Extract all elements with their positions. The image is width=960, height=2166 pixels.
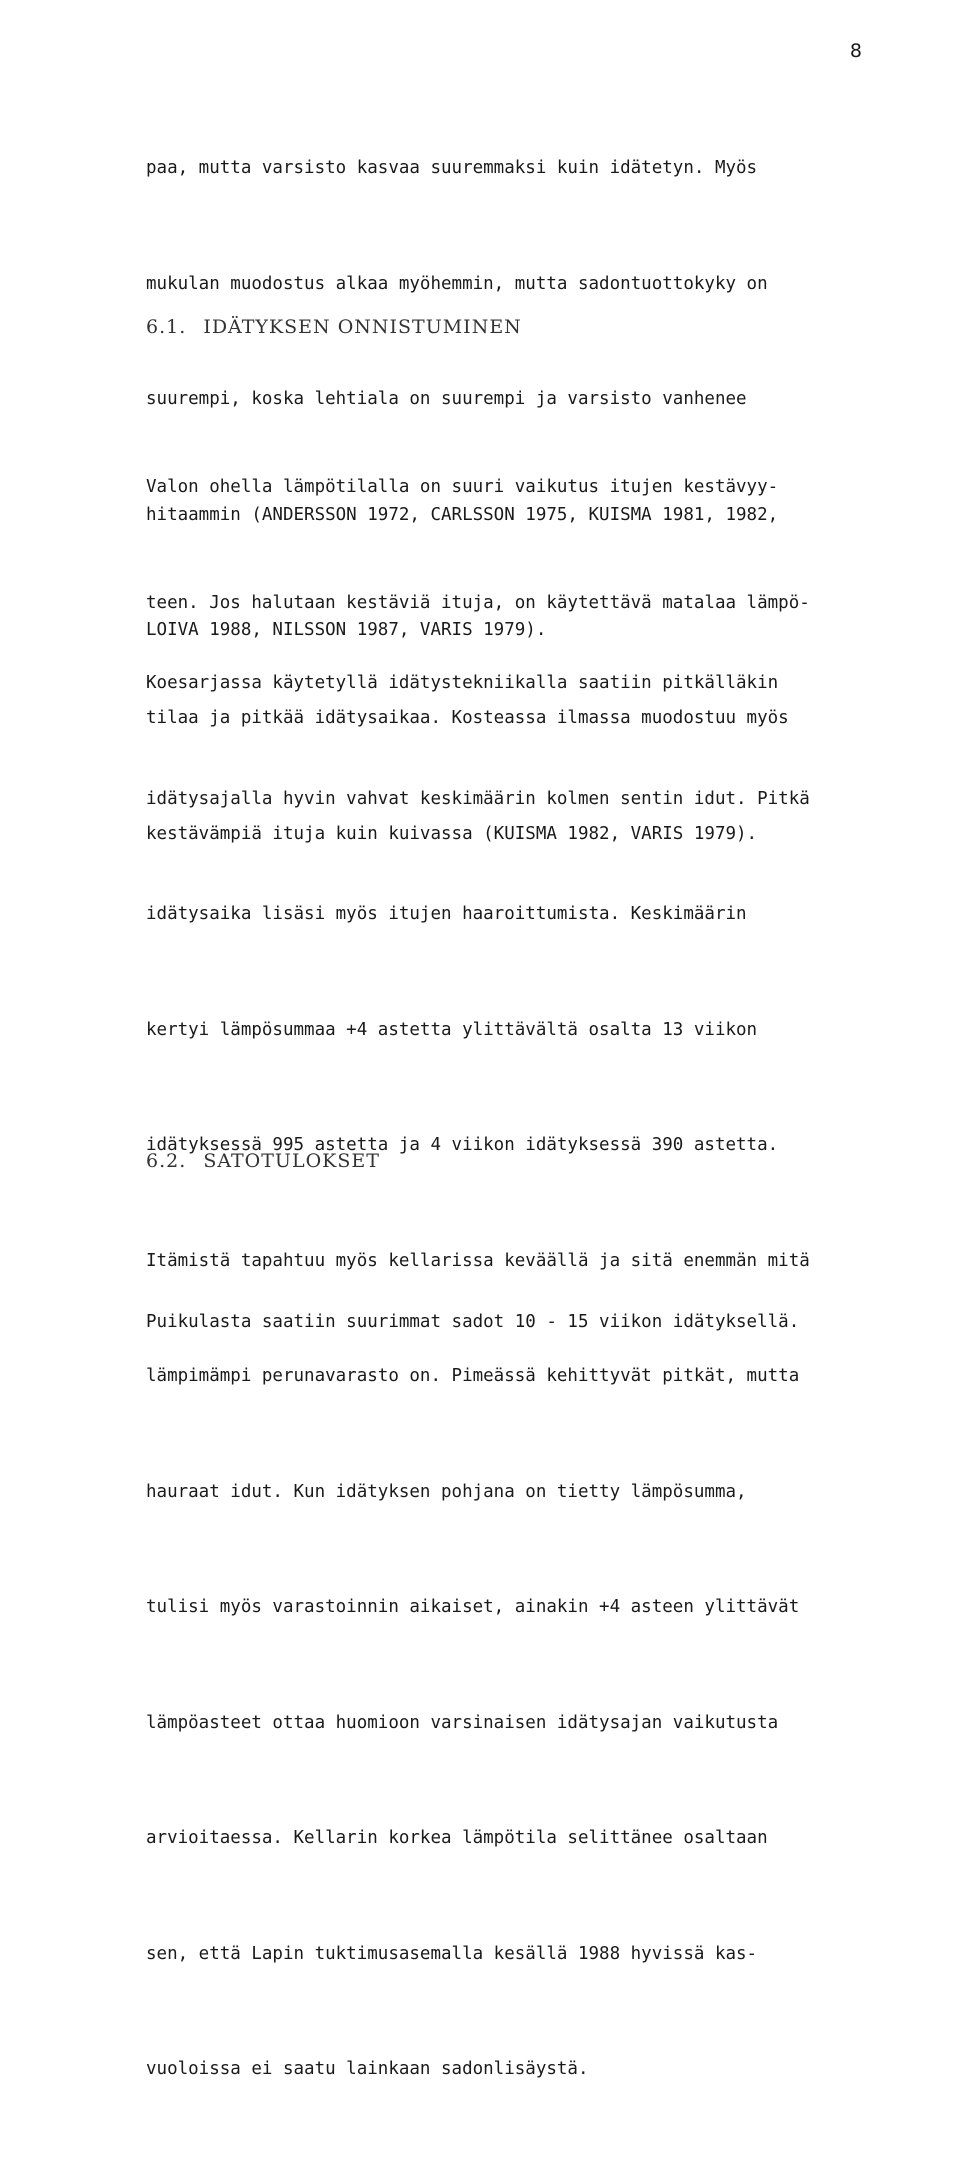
section-heading-6-1 [146, 316, 522, 338]
text-line: tulisi myös varastoinnin aikaiset, ainakin +4 asteen ylittävät [146, 1597, 800, 1617]
text-line: mukulan muodostus alkaa myöhemmin, mutta sadontuottokyky on [146, 273, 768, 294]
text-line: sen, että Lapin tuktimusasemalla kesällä 1988 hyvissä kas- [146, 1943, 758, 1964]
text-line: hitaammin (ANDERSSON 1972, CARLSSON 1975, KUISMA 1981, 1982, [146, 504, 779, 525]
section-number: 6.1. [146, 316, 187, 338]
text-line: paa, mutta varsisto kasvaa suuremmaksi kuin idätetyn. Myös [146, 158, 758, 178]
text-line: LOIVA 1988, NILSSON 1987, VARIS 1979). [146, 620, 547, 640]
text-line: Koesarjassa käytetyllä idätystekniikalla saatiin pitkälläkin [146, 673, 779, 693]
text-line: lämpimämpi perunavarasto on. Pimeässä kehittyvät pitkät, mutta [146, 1366, 800, 1386]
section-number: 6.2. [146, 1150, 187, 1172]
text-line: Itämistä tapahtuu myös kellarissa keväällä ja sitä enemmän mitä [146, 1250, 810, 1271]
section-title: IDÄTYKSEN ONNISTUMINEN [203, 316, 522, 338]
text-line: lämpöasteet ottaa huomioon varsinaisen idätysajan vaikutusta [146, 1712, 779, 1733]
text-line: kertyi lämpösummaa +4 astetta ylittävältä osalta 13 viikon [146, 1019, 758, 1040]
page-number: 8 [849, 40, 862, 62]
text-line: arvioitaessa. Kellarin korkea lämpötila selittänee osaltaan [146, 1828, 768, 1848]
text-line: kestävämpiä ituja kuin kuivassa (KUISMA 1982, VARIS 1979). [146, 823, 758, 844]
text-line: tilaa ja pitkää idätysaikaa. Kosteassa ilmassa muodostuu myös [146, 708, 789, 728]
text-line: idätysajalla hyvin vahvat keskimäärin kolmen sentin idut. Pitkä [146, 788, 810, 809]
section-title: SATOTULOKSET [203, 1150, 380, 1172]
text-line: Puikulasta saatiin suurimmat sadot 10 - 15 viikon idätyksellä. [146, 1312, 800, 1332]
text-line: suurempi, koska lehtiala on suurempi ja varsisto vanhenee [146, 389, 747, 409]
text-line: idätysaika lisäsi myös itujen haaroittumista. Keskimäärin [146, 904, 747, 924]
text-line: vuoloissa ei saatu lainkaan sadonlisäystä. [146, 2059, 589, 2079]
text-line: hauraat idut. Kun idätyksen pohjana on tietty lämpösumma, [146, 1481, 747, 1502]
text-line: Valon ohella lämpötilalla on suuri vaikutus itujen kestävyy- [146, 477, 779, 497]
paragraph-yield-results [146, 1226, 886, 1419]
text-line: idätyksessä 995 astetta ja 4 viikon idätyksessä 390 astetta. [146, 1135, 779, 1155]
section-heading-6-2 [146, 1150, 380, 1172]
text-line: teen. Jos halutaan kestäviä ituja, on käytettävä matalaa lämpö- [146, 592, 810, 613]
